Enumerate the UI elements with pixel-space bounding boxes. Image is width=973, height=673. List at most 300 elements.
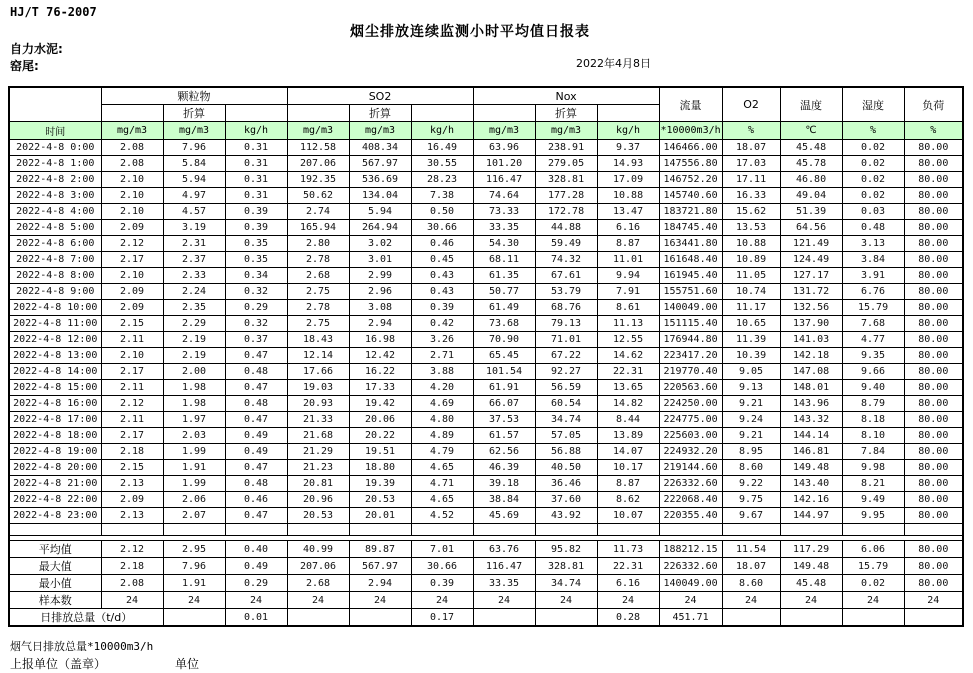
summary-value-cell: 140049.00 [659,575,722,592]
value-cell: 220563.60 [659,380,722,396]
value-cell: 0.02 [842,188,904,204]
summary-value-cell: 2.08 [101,575,163,592]
value-cell: 0.32 [225,284,287,300]
value-cell: 37.53 [473,412,535,428]
value-cell: 20.53 [349,492,411,508]
daily-total-value-cell: 0.17 [411,609,473,627]
unit-header: % [904,122,963,140]
value-cell: 22.31 [597,364,659,380]
value-cell: 68.76 [535,300,597,316]
value-cell: 7.91 [597,284,659,300]
value-cell: 11.05 [722,268,780,284]
company-name: 自力水泥: [10,42,63,56]
value-cell: 142.16 [780,492,842,508]
value-cell: 207.06 [287,156,349,172]
summary-value-cell: 24 [287,592,349,609]
summary-row [9,541,963,558]
time-header: 时间 [9,122,101,140]
value-cell: 2.68 [287,268,349,284]
value-cell: 2.19 [163,348,225,364]
value-cell: 10.88 [722,236,780,252]
value-cell: 80.00 [904,412,963,428]
value-cell: 30.66 [411,220,473,236]
value-cell: 5.94 [163,172,225,188]
summary-value-cell: 63.76 [473,541,535,558]
value-cell: 2.07 [163,508,225,524]
value-cell: 2.18 [101,444,163,460]
value-cell: 0.31 [225,188,287,204]
summary-value-cell: 2.18 [101,558,163,575]
unit-header: mg/m3 [349,122,411,140]
value-cell: 16.33 [722,188,780,204]
hour-row [9,364,963,380]
value-cell: 9.95 [842,508,904,524]
summary-value-cell: 0.40 [225,541,287,558]
blank-cell [225,524,287,536]
value-cell: 143.32 [780,412,842,428]
units-row [9,122,963,140]
summary-value-cell: 7.01 [411,541,473,558]
value-cell: 155751.60 [659,284,722,300]
value-cell: 10.89 [722,252,780,268]
hour-row [9,284,963,300]
value-cell: 63.96 [473,140,535,156]
summary-value-cell: 45.48 [780,575,842,592]
value-cell: 4.65 [411,492,473,508]
value-cell: 6.16 [597,220,659,236]
unit-header: ℃ [780,122,842,140]
value-cell: 0.49 [225,444,287,460]
summary-value-cell: 2.68 [287,575,349,592]
value-cell: 0.45 [411,252,473,268]
value-cell: 219144.60 [659,460,722,476]
value-cell: 0.47 [225,460,287,476]
value-cell: 163441.80 [659,236,722,252]
daily-total-value-cell [349,609,411,627]
value-cell: 80.00 [904,492,963,508]
value-cell: 9.49 [842,492,904,508]
daily-total-value-cell [904,609,963,627]
blank-cell [535,524,597,536]
value-cell: 45.78 [780,156,842,172]
daily-total-value-cell: 451.71 [659,609,722,627]
hour-row [9,348,963,364]
summary-value-cell: 80.00 [904,575,963,592]
value-cell: 8.21 [842,476,904,492]
value-cell: 161648.40 [659,252,722,268]
value-cell: 0.39 [225,204,287,220]
value-cell: 2.71 [411,348,473,364]
value-cell: 0.35 [225,236,287,252]
hour-row [9,396,963,412]
value-cell: 1.99 [163,476,225,492]
page-title: 烟尘排放连续监测小时平均值日报表 [350,24,590,40]
value-cell: 80.00 [904,508,963,524]
summary-value-cell: 116.47 [473,558,535,575]
value-cell: 2.99 [349,268,411,284]
value-cell: 147.08 [780,364,842,380]
time-cell: 2022-4-8 20:00 [9,460,101,476]
unit-header: mg/m3 [287,122,349,140]
time-cell: 2022-4-8 14:00 [9,364,101,380]
summary-value-cell: 15.79 [842,558,904,575]
value-cell: 3.08 [349,300,411,316]
value-cell: 9.21 [722,396,780,412]
unit-label: 单位 [175,657,200,671]
value-cell: 101.20 [473,156,535,172]
summary-value-cell: 80.00 [904,558,963,575]
value-cell: 80.00 [904,204,963,220]
value-cell: 17.33 [349,380,411,396]
value-cell: 4.65 [411,460,473,476]
daily-total-value-cell [473,609,535,627]
summary-value-cell: 0.29 [225,575,287,592]
value-cell: 2.17 [101,252,163,268]
time-cell: 2022-4-8 15:00 [9,380,101,396]
value-cell: 1.99 [163,444,225,460]
value-cell: 9.40 [842,380,904,396]
daily-total-value-cell [842,609,904,627]
summary-value-cell: 2.12 [101,541,163,558]
value-cell: 12.42 [349,348,411,364]
value-cell: 2.10 [101,172,163,188]
value-cell: 2.17 [101,428,163,444]
value-cell: 0.34 [225,268,287,284]
value-cell: 0.42 [411,316,473,332]
value-cell: 142.18 [780,348,842,364]
value-cell: 13.53 [722,220,780,236]
value-cell: 80.00 [904,140,963,156]
value-cell: 2.13 [101,508,163,524]
time-cell: 2022-4-8 7:00 [9,252,101,268]
summary-label: 平均值 [9,541,101,558]
value-cell: 3.84 [842,252,904,268]
value-cell: 4.79 [411,444,473,460]
temperature-header: 温度 [780,87,842,122]
value-cell: 10.39 [722,348,780,364]
value-cell: 0.02 [842,172,904,188]
time-corner-cell [9,87,101,122]
value-cell: 80.00 [904,268,963,284]
value-cell: 101.54 [473,364,535,380]
value-cell: 7.84 [842,444,904,460]
value-cell: 134.04 [349,188,411,204]
value-cell: 2.15 [101,460,163,476]
value-cell: 2.74 [287,204,349,220]
value-cell: 4.71 [411,476,473,492]
hour-row [9,300,963,316]
value-cell: 80.00 [904,444,963,460]
time-cell: 2022-4-8 4:00 [9,204,101,220]
value-cell: 80.00 [904,236,963,252]
value-cell: 73.68 [473,316,535,332]
value-cell: 9.22 [722,476,780,492]
value-cell: 224775.00 [659,412,722,428]
value-cell: 0.37 [225,332,287,348]
value-cell: 131.72 [780,284,842,300]
load-header: 负荷 [904,87,963,122]
value-cell: 20.53 [287,508,349,524]
standard-code: HJ/T 76-2007 [10,5,97,19]
value-cell: 141.03 [780,332,842,348]
value-cell: 9.13 [722,380,780,396]
value-cell: 53.79 [535,284,597,300]
value-cell: 124.49 [780,252,842,268]
value-cell: 19.42 [349,396,411,412]
value-cell: 137.90 [780,316,842,332]
value-cell: 146466.00 [659,140,722,156]
summary-value-cell: 24 [163,592,225,609]
hour-row [9,236,963,252]
value-cell: 225603.00 [659,428,722,444]
daily-total-value-cell: 0.28 [597,609,659,627]
value-cell: 16.49 [411,140,473,156]
pm-group-header: 颗粒物 [101,87,287,105]
value-cell: 146.81 [780,444,842,460]
value-cell: 0.48 [225,476,287,492]
value-cell: 5.94 [349,204,411,220]
value-cell: 20.81 [287,476,349,492]
unit-header: kg/h [597,122,659,140]
value-cell: 37.60 [535,492,597,508]
time-cell: 2022-4-8 13:00 [9,348,101,364]
value-cell: 4.52 [411,508,473,524]
hour-row [9,188,963,204]
value-cell: 0.47 [225,508,287,524]
value-cell: 2.11 [101,412,163,428]
value-cell: 2.33 [163,268,225,284]
blank-cell [349,524,411,536]
blank-subheader [287,105,349,122]
value-cell: 0.47 [225,380,287,396]
value-cell: 1.98 [163,396,225,412]
hour-row [9,140,963,156]
value-cell: 146752.20 [659,172,722,188]
value-cell: 2.09 [101,284,163,300]
value-cell: 3.01 [349,252,411,268]
summary-value-cell: 1.91 [163,575,225,592]
value-cell: 80.00 [904,364,963,380]
time-cell: 2022-4-8 19:00 [9,444,101,460]
value-cell: 9.24 [722,412,780,428]
unit-header: *10000m3/h [659,122,722,140]
blank-cell [659,524,722,536]
value-cell: 2.78 [287,252,349,268]
value-cell: 9.37 [597,140,659,156]
value-cell: 2.12 [101,396,163,412]
value-cell: 80.00 [904,172,963,188]
blank-cell [163,524,225,536]
value-cell: 92.27 [535,364,597,380]
value-cell: 2.10 [101,204,163,220]
summary-value-cell: 149.48 [780,558,842,575]
value-cell: 0.31 [225,172,287,188]
value-cell: 10.74 [722,284,780,300]
value-cell: 184745.40 [659,220,722,236]
value-cell: 21.29 [287,444,349,460]
blank-cell [722,524,780,536]
unit-header: mg/m3 [535,122,597,140]
value-cell: 7.68 [842,316,904,332]
summary-value-cell: 89.87 [349,541,411,558]
value-cell: 17.66 [287,364,349,380]
value-cell: 38.84 [473,492,535,508]
value-cell: 18.07 [722,140,780,156]
value-cell: 4.77 [842,332,904,348]
summary-value-cell: 24 [659,592,722,609]
value-cell: 2.08 [101,156,163,172]
value-cell: 2.12 [101,236,163,252]
value-cell: 148.01 [780,380,842,396]
value-cell: 132.56 [780,300,842,316]
value-cell: 536.69 [349,172,411,188]
humidity-header: 湿度 [842,87,904,122]
value-cell: 8.10 [842,428,904,444]
value-cell: 8.61 [597,300,659,316]
value-cell: 14.07 [597,444,659,460]
value-cell: 0.31 [225,140,287,156]
value-cell: 0.43 [411,284,473,300]
summary-value-cell: 567.97 [349,558,411,575]
value-cell: 2.10 [101,188,163,204]
value-cell: 2.35 [163,300,225,316]
value-cell: 68.11 [473,252,535,268]
value-cell: 73.33 [473,204,535,220]
value-cell: 20.06 [349,412,411,428]
value-cell: 4.57 [163,204,225,220]
value-cell: 19.03 [287,380,349,396]
value-cell: 8.95 [722,444,780,460]
value-cell: 4.20 [411,380,473,396]
value-cell: 17.03 [722,156,780,172]
summary-value-cell: 11.54 [722,541,780,558]
summary-value-cell: 33.35 [473,575,535,592]
daily-total-label: 日排放总量（t/d） [9,609,163,627]
value-cell: 8.44 [597,412,659,428]
value-cell: 14.62 [597,348,659,364]
value-cell: 18.43 [287,332,349,348]
summary-label: 最大值 [9,558,101,575]
value-cell: 40.50 [535,460,597,476]
value-cell: 79.13 [535,316,597,332]
blank-cell [904,524,963,536]
unit-header: kg/h [411,122,473,140]
value-cell: 13.65 [597,380,659,396]
summary-value-cell: 11.73 [597,541,659,558]
summary-label: 样本数 [9,592,101,609]
value-cell: 9.21 [722,428,780,444]
value-cell: 10.07 [597,508,659,524]
value-cell: 0.31 [225,156,287,172]
value-cell: 21.23 [287,460,349,476]
value-cell: 80.00 [904,348,963,364]
value-cell: 0.02 [842,140,904,156]
daily-total-value-cell [722,609,780,627]
value-cell: 8.87 [597,476,659,492]
daily-total-value-cell [780,609,842,627]
value-cell: 121.49 [780,236,842,252]
value-cell: 50.62 [287,188,349,204]
value-cell: 80.00 [904,460,963,476]
daily-total-row [9,609,963,627]
value-cell: 161945.40 [659,268,722,284]
value-cell: 2.19 [163,332,225,348]
summary-value-cell: 7.96 [163,558,225,575]
daily-total-value-cell: 0.01 [225,609,287,627]
value-cell: 140049.00 [659,300,722,316]
report-date: 2022年4月8日 [576,57,651,70]
value-cell: 222068.40 [659,492,722,508]
value-cell: 80.00 [904,220,963,236]
value-cell: 30.55 [411,156,473,172]
value-cell: 50.77 [473,284,535,300]
value-cell: 151115.40 [659,316,722,332]
unit-header: % [842,122,904,140]
value-cell: 71.01 [535,332,597,348]
value-cell: 7.38 [411,188,473,204]
value-cell: 4.80 [411,412,473,428]
value-cell: 224932.20 [659,444,722,460]
summary-value-cell: 0.02 [842,575,904,592]
blank-cell [411,524,473,536]
so2-converted-header: 折算 [349,105,411,122]
unit-header: mg/m3 [473,122,535,140]
value-cell: 14.82 [597,396,659,412]
summary-value-cell: 328.81 [535,558,597,575]
value-cell: 80.00 [904,380,963,396]
summary-row [9,575,963,592]
summary-value-cell: 80.00 [904,541,963,558]
value-cell: 67.61 [535,268,597,284]
value-cell: 143.40 [780,476,842,492]
summary-value-cell: 8.60 [722,575,780,592]
value-cell: 2.03 [163,428,225,444]
hour-row [9,332,963,348]
value-cell: 74.32 [535,252,597,268]
value-cell: 0.43 [411,268,473,284]
value-cell: 567.97 [349,156,411,172]
blank-cell [780,524,842,536]
value-cell: 2.09 [101,220,163,236]
value-cell: 0.46 [411,236,473,252]
value-cell: 177.28 [535,188,597,204]
summary-value-cell: 0.49 [225,558,287,575]
value-cell: 127.17 [780,268,842,284]
value-cell: 6.76 [842,284,904,300]
value-cell: 57.05 [535,428,597,444]
monitoring-point: 窑尾: [10,59,39,73]
table-header [9,87,963,140]
value-cell: 183721.80 [659,204,722,220]
value-cell: 9.94 [597,268,659,284]
value-cell: 65.45 [473,348,535,364]
value-cell: 11.01 [597,252,659,268]
value-cell: 36.46 [535,476,597,492]
hour-row [9,268,963,284]
value-cell: 12.14 [287,348,349,364]
value-cell: 3.19 [163,220,225,236]
value-cell: 80.00 [904,396,963,412]
value-cell: 61.49 [473,300,535,316]
summary-value-cell: 24 [842,592,904,609]
value-cell: 46.39 [473,460,535,476]
summary-value-cell: 30.66 [411,558,473,575]
value-cell: 45.69 [473,508,535,524]
table-body [9,140,963,627]
unit-header: % [722,122,780,140]
unit-header: mg/m3 [101,122,163,140]
value-cell: 3.88 [411,364,473,380]
